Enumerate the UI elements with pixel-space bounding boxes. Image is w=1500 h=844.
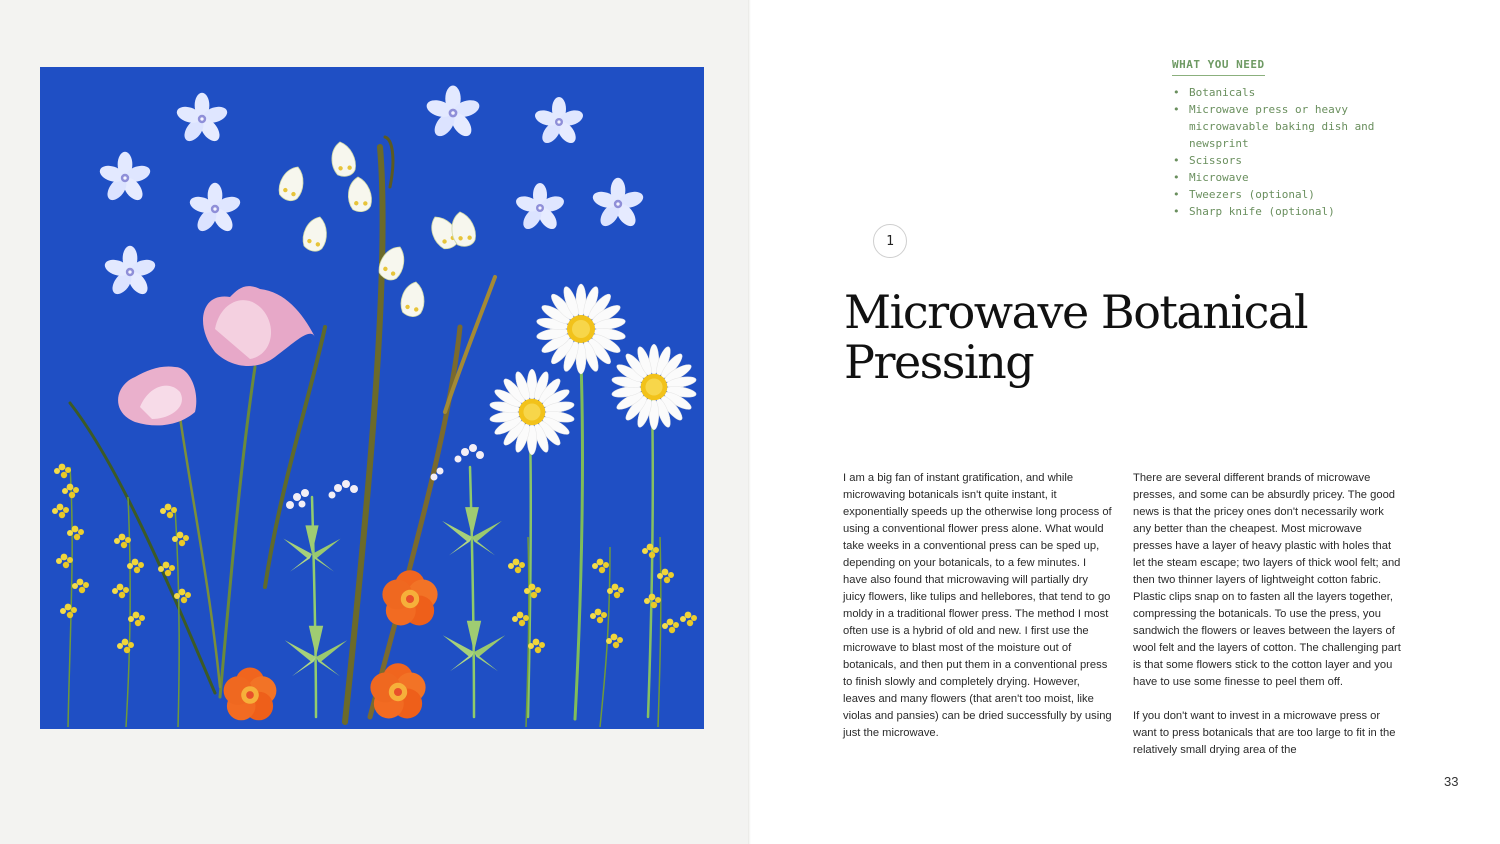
orange-flowers [224,570,438,720]
materials-heading: WHAT YOU NEED [1172,58,1265,76]
material-item: • Microwave [1172,169,1432,186]
body-column-right [1133,470,1403,776]
white-flower-clusters [286,444,484,509]
snowbells [276,140,478,318]
material-item: • Tweezers (optional) [1172,186,1432,203]
pressed-flowers-illustration [40,67,704,729]
step-number-badge: 1 [873,224,907,258]
material-item: • Scissors [1172,152,1432,169]
materials-list [1172,55,1432,220]
body-paragraph: There are several different brands of microwave presses, and some can be absurdly pricey. The good news is that the pricey ones don't necessarily work any better than the cheapest. Most microwave presses have a layer of heavy plastic with holes that let the steam escape; two layers of thick wool felt; and then two thinner layers of lightweight cotton fabric. Plastic clips snap on to fasten all the layers together, compressing the botanicals. To use the press, you sandwich the flowers or leaves between the layers of wool felt and the layers of cotton. The challenging part is that some flowers stick to the cotton layer and you have to use some finesse to peel them off. [1133,472,1401,688]
body-paragraph: If you don't want to invest in a microwave press or want to press botanicals that are too large to fit in the relatively small drying area of the [1133,710,1396,756]
phlox-cluster [98,86,645,298]
material-item: • Sharp knife (optional) [1172,203,1432,220]
daisies [489,284,697,455]
pressed-flowers-photo [40,67,704,729]
page-number: 33 [1444,774,1459,789]
materials-items [1172,84,1432,220]
material-item: • Botanicals [1172,84,1432,101]
body-paragraph: I am a big fan of instant gratification, and while microwaving botanicals isn't quite instant, it exponentially speeds up the otherwise long process of using a conventional flower press alone. What would take weeks in a conventional press can be sped up, depending on your botanicals, to a few minutes. I have also found that microwaving will partially dry juicy flowers, like tulips and hellebores, that tend to go moldy in a traditional flower press. The method I most often use is a hybrid of old and new. I first use the microwave to blast most of the moisture out of botanicals, and then put them in a conventional press to finish slowly and completely drying. However, leaves and many flowers (that aren't too moist, like violas and pansies) can be dried successfully by using just the microwave. [843,472,1112,739]
body-column-left [843,470,1113,759]
tulips [118,286,315,425]
page-title: Microwave Botanical Pressing [844,285,1308,389]
material-item: • Microwave press or heavy microwavable baking dish and newsprint [1172,101,1432,152]
right-page [751,0,1500,844]
